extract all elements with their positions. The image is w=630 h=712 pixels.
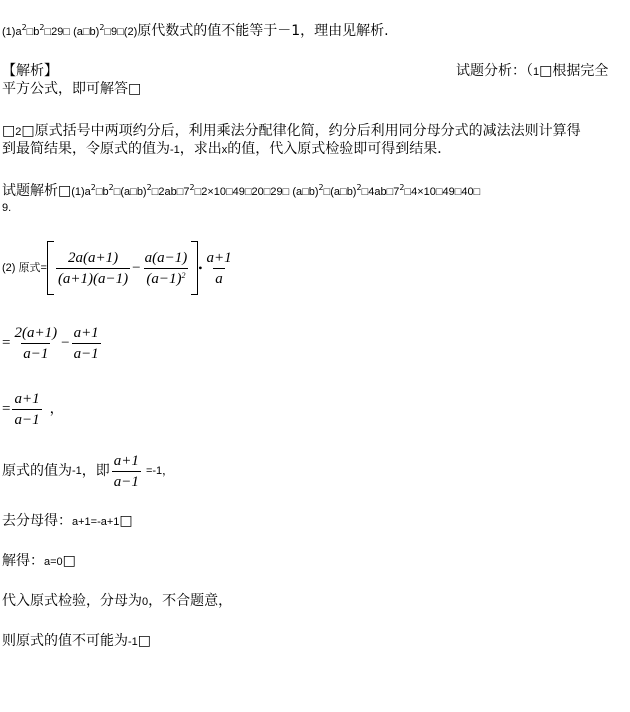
fraction-denominator: a−1 (112, 471, 141, 491)
exp: 2 (399, 183, 405, 192)
answer-part: □b (26, 26, 40, 38)
analysis-line2 (2, 80, 141, 98)
step-val: =-1， (142, 465, 174, 477)
analysis-p2-x: x (221, 144, 228, 156)
fraction-denominator: (a+1)(a−1) (56, 268, 130, 288)
fraction (12, 390, 41, 429)
answer-part: □29□ (a□b) (44, 26, 100, 38)
step-text: 解得： (2, 553, 44, 569)
fraction (143, 249, 190, 288)
exp: 2 (39, 23, 45, 32)
step1 (2, 320, 103, 366)
fraction-numerator: 2(a+1) (14, 324, 58, 341)
fraction-numerator: a+1 (73, 324, 99, 341)
box: □ (137, 633, 152, 649)
analysis-label-text: 试题分析：（ (456, 63, 533, 79)
step6 (2, 592, 232, 611)
part2-expression (2, 240, 236, 296)
fraction (112, 452, 141, 491)
sol-part: □2ab□7 (151, 186, 190, 198)
fraction-numerator: a+1 (113, 452, 139, 469)
bracket-group (47, 241, 198, 295)
den-base: (a−1) (146, 270, 182, 287)
step4 (2, 512, 133, 531)
sol-part: □2×10□49□20□29□ (a□b) (194, 186, 319, 198)
sol-part: □4ab□7 (361, 186, 400, 198)
fraction-denominator: a−1 (72, 343, 101, 363)
fraction-denominator: a (213, 268, 225, 288)
sol-part: 9. (2, 202, 12, 214)
analysis-line2-text: 平方公式，即可解答□ (2, 81, 142, 97)
fraction-numerator: a(a−1) (144, 249, 188, 266)
box: □ (62, 553, 76, 569)
step-val: 0 (142, 596, 149, 608)
exp: 2 (90, 183, 96, 192)
step-val: -1 (128, 636, 138, 648)
fraction-denominator (144, 268, 187, 288)
step-val: a+1=-a+1 (72, 516, 120, 528)
sol-part: □4×10□49□40□ (404, 186, 481, 198)
exp: 2 (146, 183, 152, 192)
fraction (72, 324, 101, 363)
analysis-label (456, 62, 608, 81)
fraction-numerator: 2a(a+1) (67, 249, 119, 266)
sol-part: (1)a (71, 186, 91, 198)
jiexi-heading-text: 【解析】 (2, 63, 58, 79)
exp: 2 (99, 23, 105, 32)
step-text: ，即 (81, 463, 110, 479)
analysis-label-end: □根据完全 (539, 63, 609, 79)
step-val: a=0 (44, 556, 63, 568)
step-text: 则原式的值不可能为 (2, 633, 128, 649)
answer-text: 原代数式的值不能等于－1，理由见解析. (137, 23, 389, 39)
solution-line2 (2, 198, 11, 217)
sol-part: □(a□b) (323, 186, 357, 198)
step5 (2, 552, 76, 571)
exp: 2 (21, 23, 27, 32)
fraction-numerator: a+1 (206, 249, 232, 266)
analysis-num: 1 (533, 66, 540, 78)
solution-label: 试题解析□ (2, 183, 72, 199)
fraction (56, 249, 130, 288)
analysis-p2-line1 (2, 122, 581, 141)
analysis-p2-num: 2 (15, 126, 22, 138)
answer-line (2, 22, 389, 41)
fraction-denominator: a−1 (21, 343, 50, 363)
jiexi-heading (2, 62, 58, 80)
exp: 2 (318, 183, 324, 192)
comma: ， (49, 401, 64, 417)
step-val: -1 (72, 465, 82, 477)
analysis-p2-text: 到最简结果，令原式的值为 (2, 141, 170, 157)
minus-sign: − (132, 260, 141, 276)
box: □ (119, 513, 133, 529)
analysis-p2-text: 的值，代入原式检验即可得到结果． (227, 141, 452, 157)
exp: 2 (189, 183, 195, 192)
fraction-numerator: a+1 (14, 390, 40, 407)
analysis-p2-text: □原式括号中两项约分后，利用乘法分配律化简，约分后利用同分母分式的减法法则计算得 (21, 123, 581, 139)
dot-operator: • (198, 261, 203, 275)
answer-part: □9□(2) (104, 26, 138, 38)
sol-part: □b (95, 186, 109, 198)
answer-part1: (1)a (2, 26, 22, 38)
sol-part: □(a□b) (113, 186, 147, 198)
analysis-p2-val: -1 (170, 144, 180, 156)
part2-label: (2) 原式= (2, 262, 47, 274)
exp: 2 (356, 183, 362, 192)
minus-sign: − (61, 335, 70, 351)
fraction (12, 324, 59, 363)
fraction (204, 249, 233, 288)
step2 (2, 386, 64, 432)
equals-sign: = (2, 335, 11, 351)
step7 (2, 632, 151, 651)
fraction-denominator: a−1 (12, 409, 41, 429)
right-bracket (191, 241, 198, 295)
analysis-p2-line2 (2, 140, 451, 159)
box: □ (2, 123, 16, 139)
step-text: 去分母得： (2, 513, 72, 529)
analysis-p2-text: ，求出 (179, 141, 222, 157)
exp: 2 (181, 270, 186, 280)
step-text: ，不合题意， (148, 593, 233, 609)
equals-sign: = (2, 401, 11, 417)
left-bracket (47, 241, 54, 295)
step-text: 原式的值为 (2, 463, 72, 479)
step3 (2, 448, 173, 494)
step-text: 代入原式检验，分母为 (2, 593, 142, 609)
solution-line1 (2, 182, 480, 201)
exp: 2 (108, 183, 114, 192)
